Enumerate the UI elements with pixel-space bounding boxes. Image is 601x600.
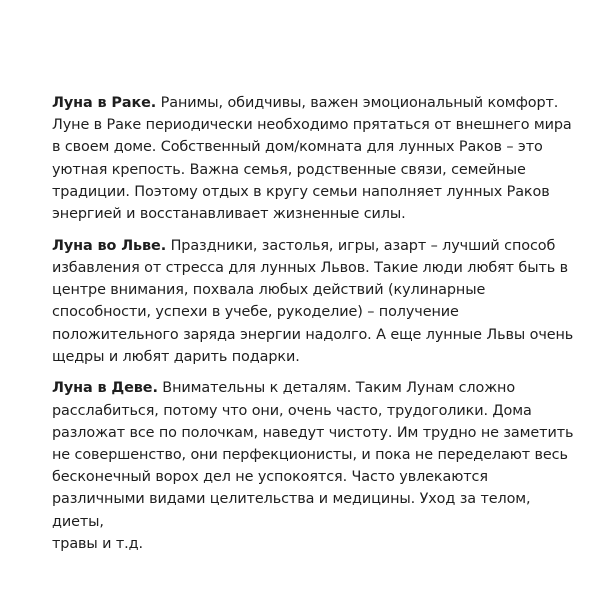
paragraph-heading: Луна в Раке. (52, 95, 157, 111)
paragraph-moon-in-leo (52, 235, 582, 368)
paragraph-heading: Луна в Деве. (52, 380, 158, 397)
paragraph-text: Внимательны к деталям. Таким Лунам сложно расслабиться, потому что они, очень часто, трудоголики. Дома разложат все по полочкам, наведут чистоту. Им трудно не заметить не совершенство, они перфекционисты, и пока не переделают весь бесконечный ворох дел не успокоятся. Часто увлекаются различными видами целительства и медицины. Уход за телом, диеты, травы и т.д. (52, 380, 574, 552)
paragraph-heading: Луна во Льве. (52, 237, 167, 254)
paragraph-moon-in-virgo (52, 377, 582, 555)
document-body (52, 92, 582, 555)
paragraph-text: Праздники, застолья, игры, азарт – лучший способ избавления от стресса для лунных Львов. Такие люди любят быть в центре внимания, похвала любых действий (кулинарные способности, успехи в учебе, рукоделие) – получение положительного заряда энергии надолго. А еще лунные Львы очень щедры и любят дарить подарки. (52, 237, 574, 365)
paragraph-text: Ранимы, обидчивы, важен эмоциональный комфорт. Луне в Раке периодически необходимо прятаться от внешнего мира в своем доме. Собственный дом/комната для лунных Раков – это уютная крепость. Важна семья, родственные связи, семейные традиции. Поэтому отдых в кругу семьи наполняет лунных Раков энергией и восстанавливает жизненные силы. (52, 95, 572, 223)
paragraph-moon-in-cancer (52, 92, 582, 225)
